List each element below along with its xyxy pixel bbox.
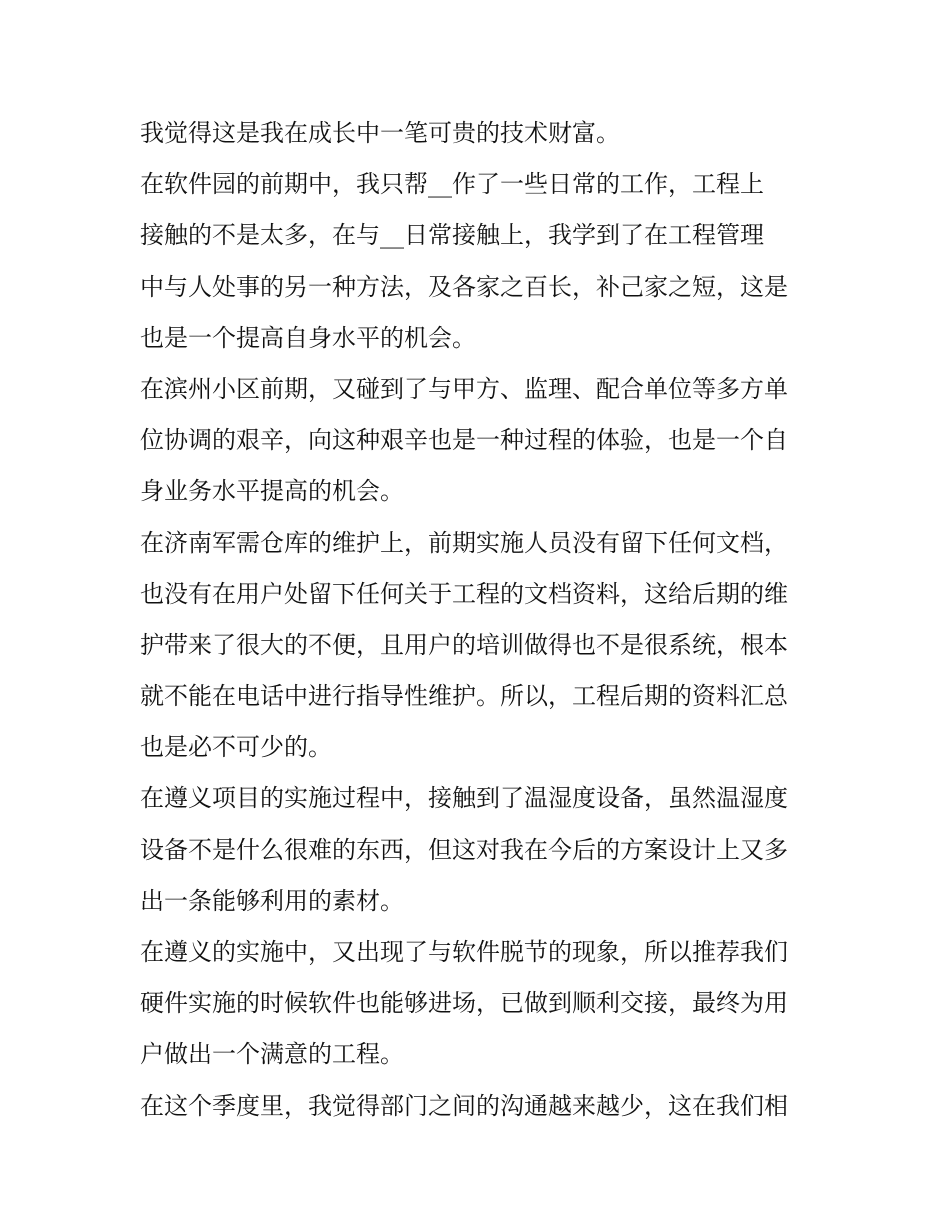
text-line: 护带来了很大的不便，且用户的培训做得也不是很系统，根本 <box>140 630 788 659</box>
body-text <box>140 108 812 1132</box>
text-line: 就不能在电话中进行指导性维护。所以，工程后期的资料汇总 <box>140 682 788 711</box>
text-line: 硬件实施的时候软件也能够进场，已做到顺利交接，最终为用 <box>140 989 788 1018</box>
text-line: 身业务水平提高的机会。 <box>140 477 404 506</box>
text-line: 设备不是什么很难的东西，但这对我在今后的方案设计上又多 <box>140 835 788 864</box>
text-line: 户做出一个满意的工程。 <box>140 1040 404 1069</box>
text-line: 中与人处事的另一种方法，及各家之百长，补己家之短，这是 <box>140 272 788 301</box>
text-line: 接触的不是太多，在与__日常接触上，我学到了在工程管理 <box>140 221 764 250</box>
text-line: 在滨州小区前期，又碰到了与甲方、监理、配合单位等多方单 <box>140 374 788 403</box>
text-line: 在遵义的实施中，又出现了与软件脱节的现象，所以推荐我们 <box>140 938 788 966</box>
text-line: 也是一个提高自身水平的机会。 <box>140 323 476 352</box>
text-line: 我觉得这是我在成长中一笔可贵的技术财富。 <box>140 119 620 147</box>
text-line: 也是必不可少的。 <box>140 733 332 762</box>
text-line: 在遵义项目的实施过程中，接触到了温湿度设备，虽然温湿度 <box>140 784 788 813</box>
text-line: 在这个季度里，我觉得部门之间的沟通越来越少，这在我们相 <box>140 1091 788 1120</box>
text-line: 在济南军需仓库的维护上，前期实施人员没有留下任何文档， <box>140 528 788 557</box>
text-line: 也没有在用户处留下任何关于工程的文档资料，这给后期的维 <box>140 579 788 608</box>
text-line: 在软件园的前期中，我只帮__作了一些日常的工作，工程上 <box>140 170 764 199</box>
text-line: 位协调的艰辛，向这种艰辛也是一种过程的体验，也是一个自 <box>140 426 788 455</box>
text-line: 出一条能够利用的素材。 <box>140 886 404 915</box>
